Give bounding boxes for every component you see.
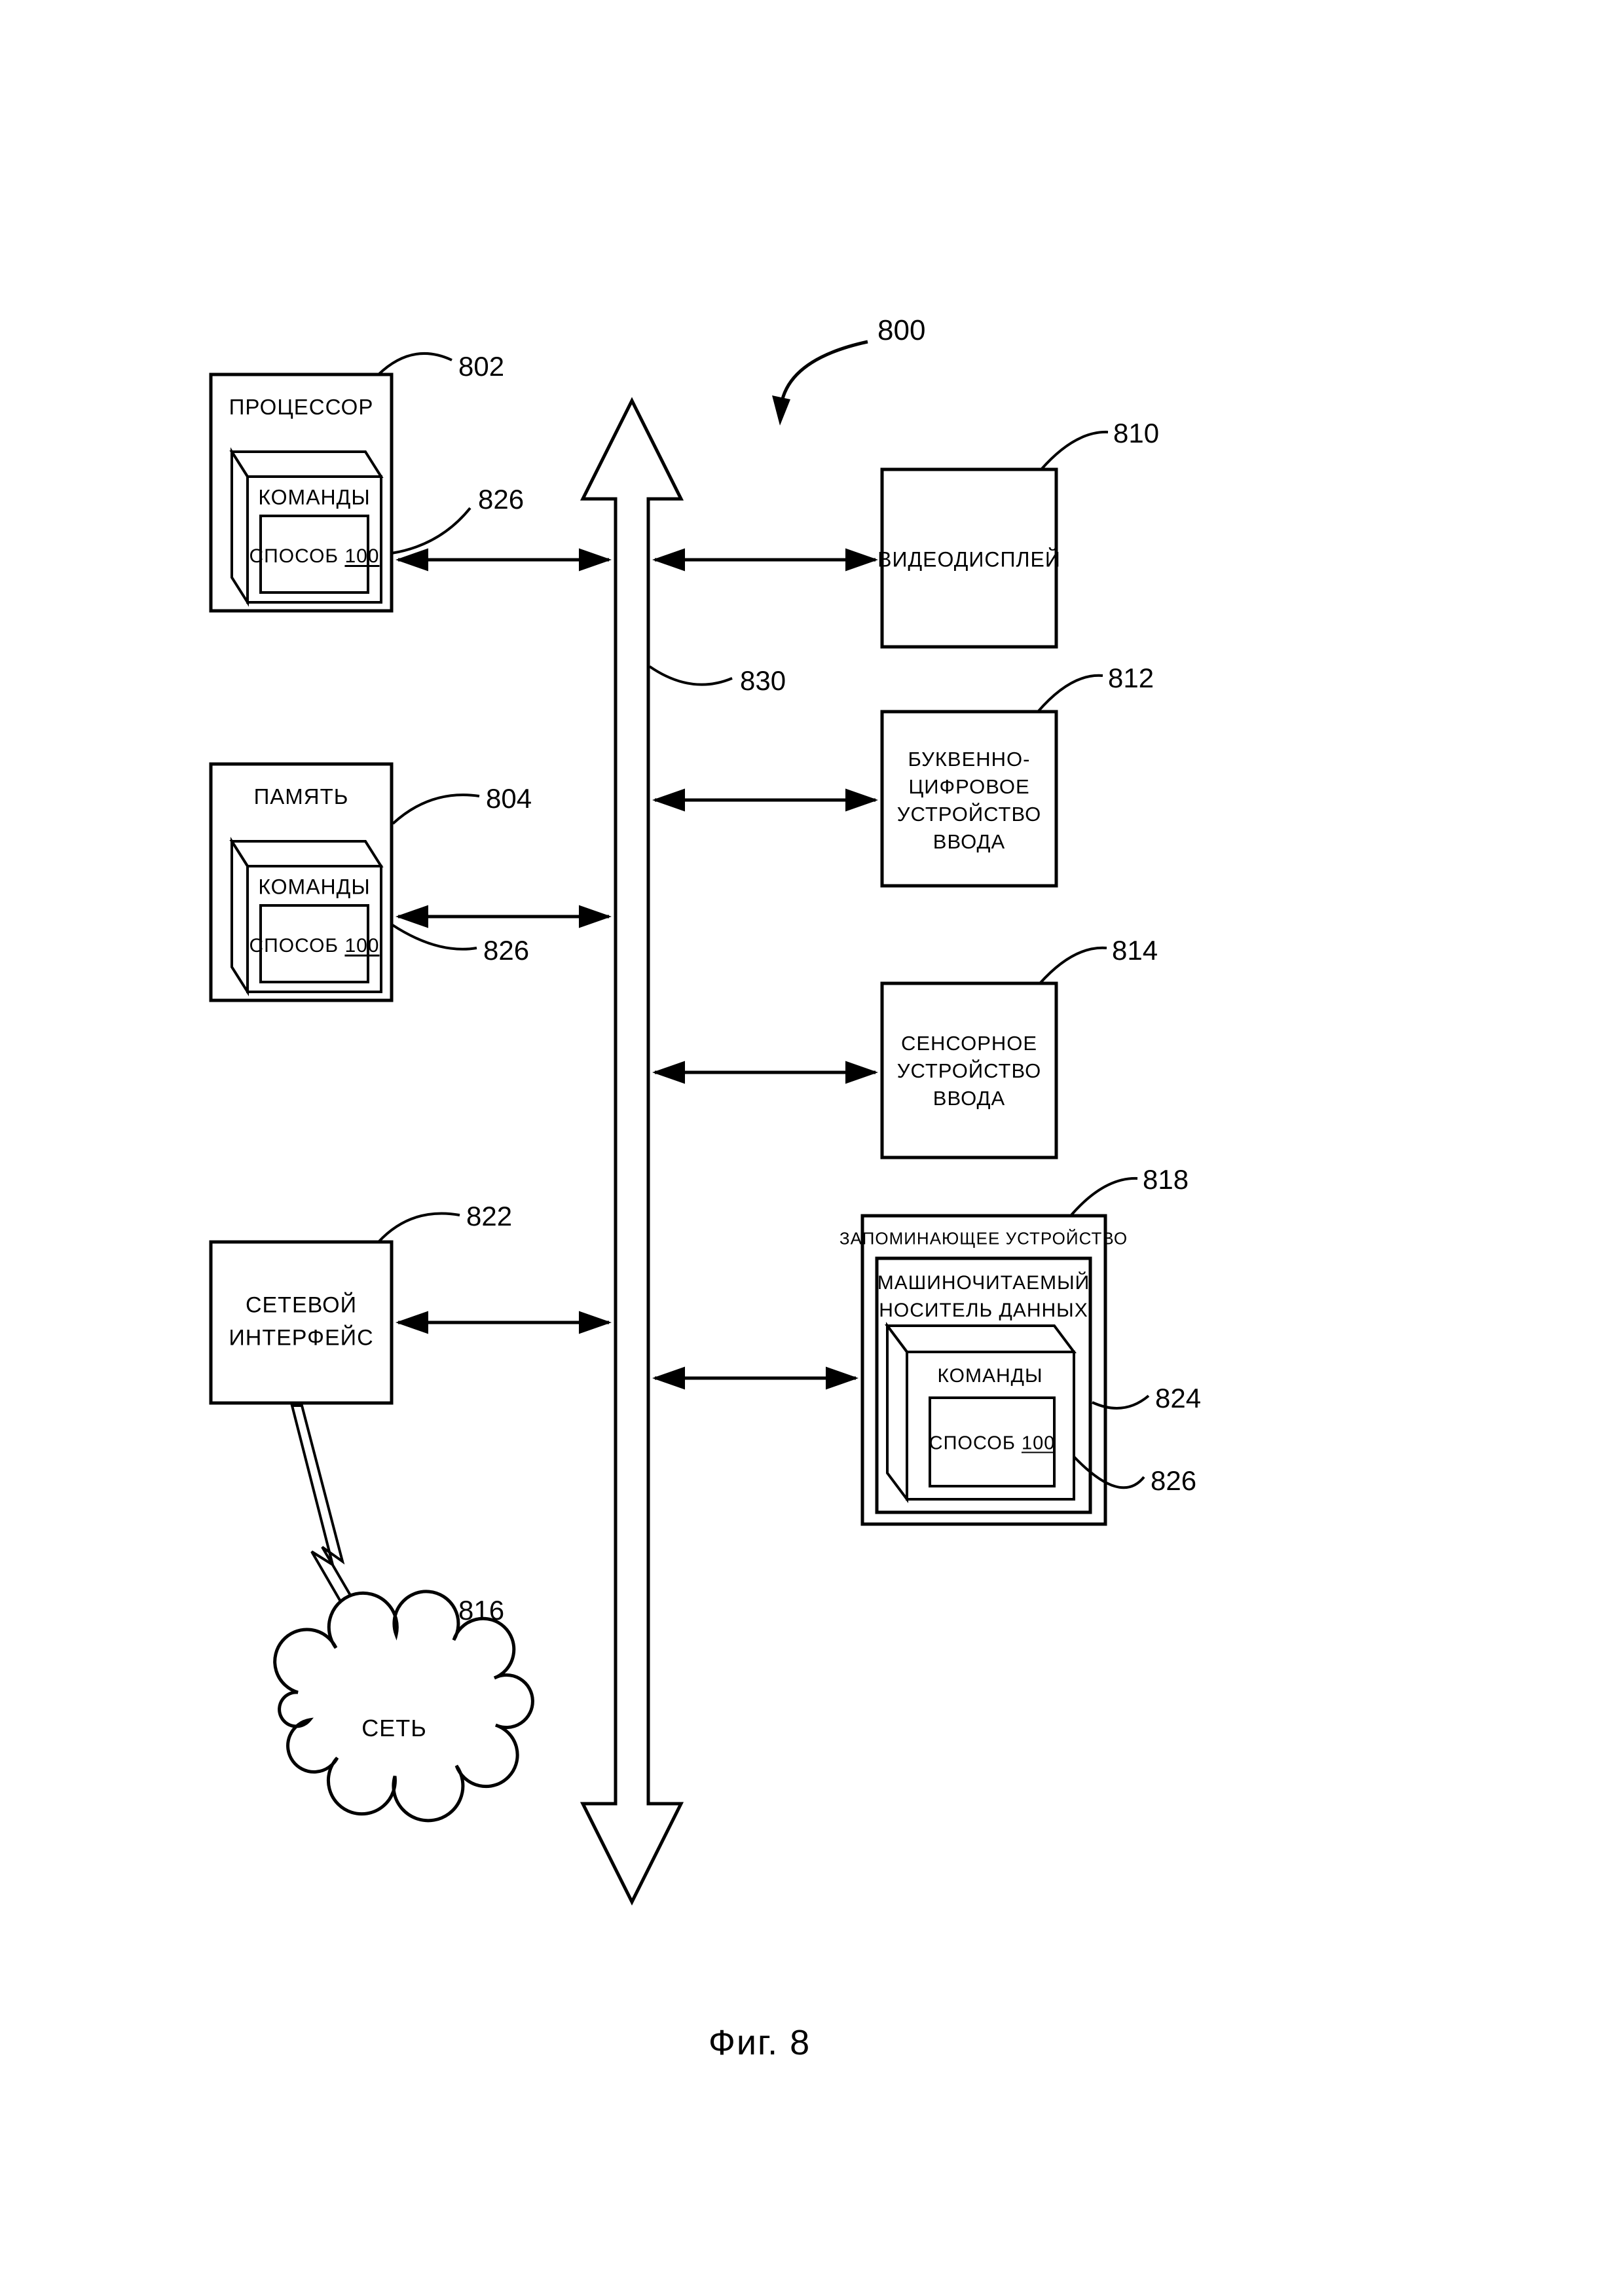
storage-commands-label: КОМАНДЫ — [937, 1365, 1043, 1387]
memory-commands-left-face — [232, 841, 248, 992]
ref-800: 800 — [877, 314, 926, 346]
system-pointer-arrow — [772, 342, 868, 426]
alphanumeric-title-line2: ЦИФРОВОЕ — [908, 775, 1030, 798]
processor-method-number: 100 — [344, 545, 380, 567]
memory-method-label — [249, 935, 380, 957]
network-interface-title-line1: СЕТЕВОЙ — [245, 1292, 358, 1318]
storage-method-number: 100 — [1021, 1432, 1056, 1454]
processor-commands-label: КОМАНДЫ — [258, 485, 371, 509]
leader-802 — [378, 354, 452, 374]
alphanumeric-input-box — [882, 712, 1056, 886]
touch-title-line1: СЕНСОРНОЕ — [900, 1032, 1038, 1055]
alphanumeric-title-line4: ВВОДА — [932, 830, 1006, 853]
ref-826-storage: 826 — [1151, 1465, 1197, 1496]
ref-804: 804 — [486, 783, 532, 814]
leader-810 — [1041, 432, 1108, 469]
storage-method-word: СПОСОБ — [929, 1432, 1016, 1454]
ref-826-memory: 826 — [483, 935, 530, 966]
figure-caption: Фиг. 8 — [708, 2023, 811, 2062]
ref-812: 812 — [1108, 663, 1154, 693]
leader-822 — [378, 1213, 460, 1242]
leader-804 — [393, 795, 479, 824]
ref-816: 816 — [458, 1595, 505, 1626]
processor-commands-top-face — [232, 452, 381, 477]
storage-method-label — [929, 1433, 1056, 1455]
ref-810: 810 — [1113, 418, 1160, 448]
leader-814 — [1040, 948, 1107, 983]
processor-method-word: СПОСОБ — [249, 545, 339, 567]
ref-826-processor: 826 — [478, 484, 525, 515]
leader-826-processor — [392, 508, 470, 553]
alphanumeric-title-line3: УСТРОЙСТВО — [896, 803, 1042, 826]
storage-device-title: ЗАПОМИНАЮЩЕЕ УСТРОЙСТВО — [839, 1228, 1128, 1248]
leader-830 — [650, 666, 732, 685]
leader-812 — [1038, 676, 1103, 712]
memory-method-number: 100 — [344, 935, 380, 957]
processor-title: ПРОЦЕССОР — [229, 395, 374, 419]
ref-802: 802 — [458, 351, 505, 382]
video-display-title: ВИДЕОДИСПЛЕЙ — [877, 547, 1061, 572]
medium-title-line1: МАШИНОЧИТАЕМЫЙ — [877, 1272, 1090, 1294]
alphanumeric-title-line1: БУКВЕННО- — [908, 748, 1031, 771]
network-interface-box — [211, 1242, 392, 1403]
touch-title-line2: УСТРОЙСТВО — [896, 1059, 1042, 1082]
leader-826-memory — [392, 924, 477, 949]
processor-commands-left-face — [232, 452, 248, 602]
ref-822: 822 — [466, 1201, 513, 1231]
network-cloud-label: СЕТЬ — [361, 1715, 427, 1741]
ref-824: 824 — [1155, 1383, 1202, 1413]
ref-830: 830 — [740, 665, 786, 696]
network-interface-title-line2: ИНТЕРФЕЙС — [229, 1325, 374, 1351]
processor-method-label — [249, 545, 380, 568]
memory-title: ПАМЯТЬ — [253, 784, 349, 809]
touch-title-line3: ВВОДА — [932, 1087, 1006, 1110]
storage-commands-left-face — [887, 1326, 907, 1499]
ref-814: 814 — [1112, 935, 1158, 966]
storage-commands-top-face — [887, 1326, 1074, 1352]
memory-commands-top-face — [232, 841, 381, 866]
memory-commands-label: КОМАНДЫ — [258, 875, 371, 899]
ref-818: 818 — [1143, 1164, 1189, 1195]
memory-method-word: СПОСОБ — [249, 935, 339, 957]
system-pointer-arrowhead — [772, 395, 790, 426]
medium-title-line2: НОСИТЕЛЬ ДАННЫХ — [879, 1300, 1088, 1321]
leader-818 — [1071, 1178, 1137, 1216]
bus-arrow — [583, 401, 681, 1902]
